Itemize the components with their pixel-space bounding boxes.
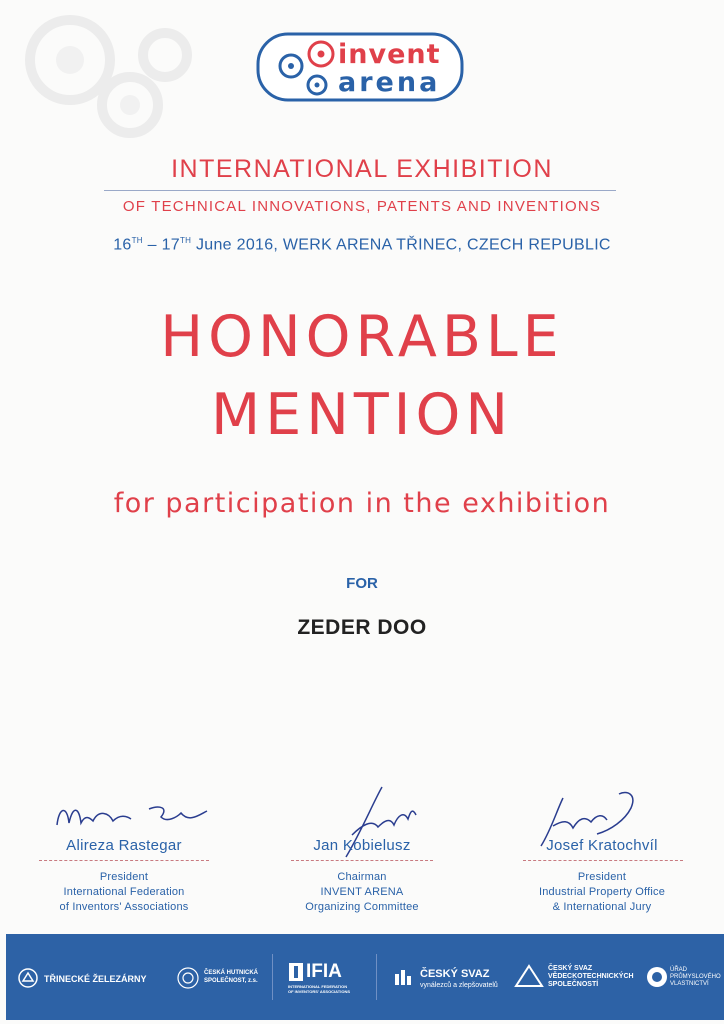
dates-suffix2: TH xyxy=(179,236,192,245)
exhibition-subtitle: OF TECHNICAL INNOVATIONS, PATENTS AND INVENTIONS xyxy=(122,198,602,215)
dates-rest: June 2016, WERK ARENA TŘINEC, CZECH REPUBLIC xyxy=(191,236,611,254)
sponsor-svaz xyxy=(420,968,498,992)
cssvts-logo-icon xyxy=(514,964,544,988)
sponsor-upv-line-3: VLASTNICTVÍ xyxy=(670,981,709,987)
sponsor-ifia-sub-2: OF INVENTORS' ASSOCIATIONS xyxy=(288,989,350,994)
sponsor-hutnicka-line-1: ČESKÁ HUTNICKÁ xyxy=(204,970,258,976)
recipient-name: ZEDER DOO xyxy=(297,616,427,639)
exhibition-dates xyxy=(0,236,724,254)
for-label: FOR xyxy=(346,575,378,592)
dates-suffix1: TH xyxy=(131,236,143,245)
sponsor-ifia-sub xyxy=(288,984,350,994)
signatory-2-name: Jan Kobielusz xyxy=(313,837,411,854)
signatory-1-title-2: International Federation xyxy=(63,886,185,898)
sponsor-hutnicka xyxy=(204,969,258,985)
trinecke-logo-icon xyxy=(18,968,38,988)
signatory-1-name: Alireza Rastegar xyxy=(66,837,182,854)
exhibition-title: INTERNATIONAL EXHIBITION xyxy=(171,155,553,183)
signature-line-2 xyxy=(291,860,433,861)
signature-line-1 xyxy=(39,860,209,861)
signatory-3-name: Josef Kratochvíl xyxy=(546,837,658,854)
footer-separator xyxy=(272,954,273,1000)
sponsor-upv-line-2: PRŮMYSLOVÉHO xyxy=(670,974,721,980)
sponsor-ifia-sub-1: INTERNATIONAL FEDERATION xyxy=(288,984,348,989)
award-description: for participation in the exhibition xyxy=(113,488,611,519)
signatory-2-title-2: INVENT ARENA xyxy=(320,886,404,898)
upv-logo-icon xyxy=(646,966,668,988)
signatory-2-title-3: Organizing Committee xyxy=(305,901,419,913)
signature-line-3 xyxy=(523,860,683,861)
title-divider xyxy=(104,190,616,191)
sponsor-hutnicka-line-2: SPOLEČNOST, z.s. xyxy=(204,978,258,984)
footer-separator xyxy=(376,954,377,1000)
signatory-3-title-2: Industrial Property Office xyxy=(538,886,666,898)
logo-word-arena: arena xyxy=(338,67,441,98)
ifia-logo-icon xyxy=(288,962,304,982)
logo-word-invent: invent xyxy=(338,39,441,70)
signature-1-icon xyxy=(49,795,219,837)
svaz-logo-icon xyxy=(394,968,416,986)
award-line-1: HONORABLE xyxy=(160,304,564,370)
sponsor-cssvts-line-2: VĚDECKOTECHNICKÝCH xyxy=(548,973,634,980)
sponsor-cssvts-line-3: SPOLEČNOSTÍ xyxy=(548,981,599,988)
sponsor-ifia: IFIA xyxy=(306,961,342,982)
signatory-3-title-1: President xyxy=(577,871,627,883)
sponsor-upv-line-1: ÚŘAD xyxy=(670,967,688,973)
award-line-2: MENTION xyxy=(211,382,513,448)
hutnicka-logo-icon xyxy=(176,966,200,990)
sponsor-svaz-line-2: vynálezců a zlepšovatelů xyxy=(420,982,498,989)
sponsor-trinecke: TŘINECKÉ ŽELEZÁRNY xyxy=(44,974,147,984)
sponsor-upv xyxy=(670,967,721,988)
signatory-1-title-3: of Inventors' Associations xyxy=(59,901,189,913)
signatory-3-title-3: & International Jury xyxy=(552,901,652,913)
signatory-2-title xyxy=(247,870,477,915)
signatory-3-title xyxy=(487,870,717,915)
signatory-1-title-1: President xyxy=(99,871,149,883)
signatory-1-title xyxy=(9,870,239,915)
sponsor-svaz-line-1: ČESKÝ SVAZ xyxy=(420,968,490,980)
dates-day1: 16 xyxy=(113,236,132,254)
signatory-2-title-1: Chairman xyxy=(337,871,387,883)
dates-day2: – 17 xyxy=(142,236,180,254)
sponsor-cssvts xyxy=(548,965,634,989)
sponsor-cssvts-line-1: ČESKÝ SVAZ xyxy=(548,965,593,972)
sponsor-footer xyxy=(6,934,724,1020)
